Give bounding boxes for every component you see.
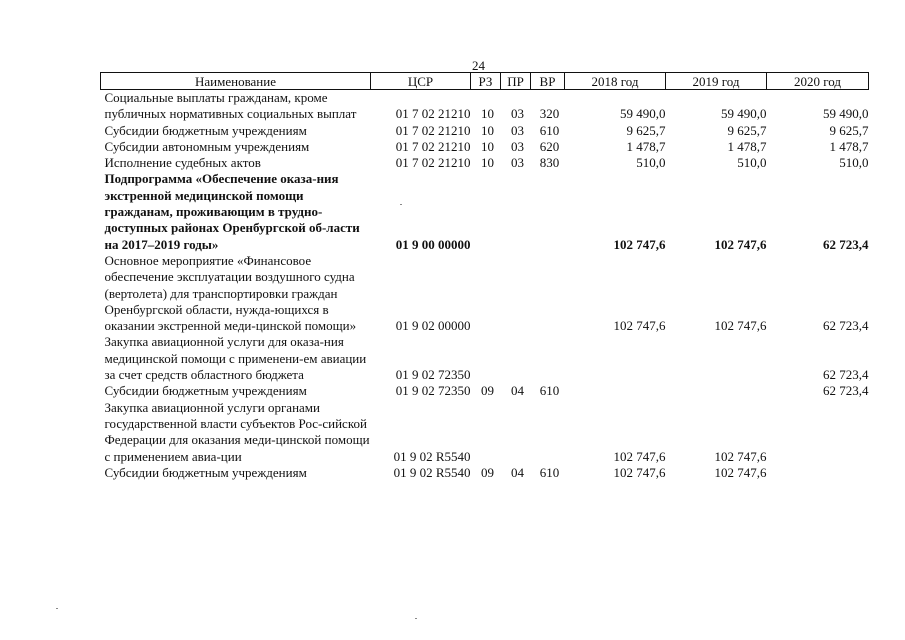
cell-rz (471, 334, 501, 383)
cell-rz (471, 171, 501, 252)
cell-csr: 01 9 02 R5540 (393, 464, 471, 480)
cell-2019: 102 747,6 (714, 236, 767, 252)
cell-vr (531, 253, 565, 334)
cell-vr: 320 (539, 106, 560, 122)
cell-2020 (767, 465, 869, 481)
header-2019: 2019 год (666, 73, 767, 90)
cell-pr: 03 (511, 155, 524, 171)
cell-pr (501, 253, 531, 334)
cell-csr: 01 7 02 21210 (395, 138, 471, 154)
header-csr: ЦСР (371, 73, 471, 90)
cell-rz (471, 253, 501, 334)
header-2020: 2020 год (767, 73, 869, 90)
cell-pr (501, 171, 531, 252)
cell-2020: 1 478,7 (829, 138, 869, 154)
cell-rz: 09 (481, 464, 494, 480)
table-row (101, 400, 869, 465)
cell-vr: 830 (539, 155, 560, 171)
cell-2019: 102 747,6 (714, 448, 767, 464)
cell-vr (531, 400, 565, 465)
scan-speck (400, 204, 402, 205)
cell-2019: 102 747,6 (714, 464, 767, 480)
cell-2018 (565, 334, 666, 383)
cell-pr (501, 334, 531, 383)
cell-name: Закупка авиационной услуги органами государственной власти субъектов Рос-сийской Федерации для оказания меди-цинской помощи с применением авиа-ции (104, 399, 370, 464)
cell-pr: 04 (511, 464, 524, 480)
page-number: 24 (472, 58, 485, 73)
cell-pr: 03 (511, 106, 524, 122)
cell-2020: 9 625,7 (829, 122, 869, 138)
cell-name: Закупка авиационной услуги для оказа-ния медицинской помощи с применени-ем авиации за счет средств областного бюджета (104, 334, 367, 383)
cell-csr: 01 9 00 00000 (395, 236, 471, 252)
cell-csr: 01 9 02 R5540 (393, 448, 471, 464)
cell-2018: 510,0 (636, 155, 666, 171)
cell-2018 (565, 383, 666, 399)
cell-vr: 610 (539, 122, 560, 138)
table-row (101, 334, 869, 383)
cell-2019 (666, 334, 767, 383)
cell-name: Исполнение судебных актов (104, 155, 261, 171)
cell-name: Социальные выплаты гражданам, кроме публичных нормативных социальных выплат (104, 90, 357, 122)
header-name: Наименование (101, 73, 371, 90)
cell-rz: 09 (481, 383, 494, 399)
cell-rz (471, 400, 501, 465)
budget-table (100, 72, 869, 481)
cell-2020 (767, 400, 869, 465)
cell-vr (531, 334, 565, 383)
scan-speck (56, 608, 58, 609)
cell-2019: 510,0 (737, 155, 767, 171)
table-row (101, 465, 869, 481)
cell-name: Подпрограмма «Обеспечение оказа-ния экстренной медицинской помощи гражданам, проживающим в трудно-доступных районах Оренбургской об-ласти на 2017–2019 годы» (104, 171, 360, 252)
header-rz: РЗ (471, 73, 501, 90)
cell-rz: 10 (481, 106, 494, 122)
cell-rz: 10 (481, 155, 494, 171)
cell-name: Основное мероприятие «Финансовое обеспечение эксплуатации воздушного судна (вертолета) для транспортировки граждан Оренбургской области, нужда-ющихся в оказании экстренной меди-цинской помощи» (104, 252, 357, 334)
cell-csr: 01 9 02 72350 (395, 383, 471, 399)
cell-2020: 62 723,4 (823, 236, 869, 252)
cell-2019: 59 490,0 (721, 106, 767, 122)
cell-name: Субсидии автономным учреждениям (104, 138, 310, 154)
table-header-row (101, 73, 869, 90)
cell-2018: 59 490,0 (620, 106, 666, 122)
table-row (101, 383, 869, 399)
cell-vr: 610 (539, 464, 560, 480)
cell-csr: 01 7 02 21210 (395, 155, 471, 171)
cell-2019: 102 747,6 (714, 318, 767, 334)
table-row (101, 90, 869, 123)
cell-2019: 9 625,7 (727, 122, 767, 138)
cell-2018: 102 747,6 (613, 318, 666, 334)
table-body (101, 90, 869, 482)
cell-2020: 62 723,4 (823, 367, 869, 383)
header-2018: 2018 год (565, 73, 666, 90)
cell-vr: 620 (539, 138, 560, 154)
cell-csr: 01 9 02 72350 (395, 367, 471, 383)
cell-rz: 10 (481, 122, 494, 138)
cell-name: Субсидии бюджетным учреждениям (104, 464, 307, 480)
cell-2020: 59 490,0 (823, 106, 869, 122)
cell-2020: 62 723,4 (823, 383, 869, 399)
cell-rz: 10 (481, 138, 494, 154)
cell-csr: 01 7 02 21210 (395, 122, 471, 138)
cell-2019 (666, 383, 767, 399)
cell-csr: 01 9 02 00000 (395, 318, 471, 334)
header-vr: ВР (531, 73, 565, 90)
cell-vr (531, 171, 565, 252)
cell-2018: 102 747,6 (613, 464, 666, 480)
table-row (101, 155, 869, 171)
cell-name: Субсидии бюджетным учреждениям (104, 383, 307, 399)
cell-name: Субсидии бюджетным учреждениям (104, 122, 307, 138)
cell-2019: 1 478,7 (727, 138, 767, 154)
cell-2018: 102 747,6 (613, 236, 666, 252)
cell-pr: 04 (511, 383, 524, 399)
cell-pr: 03 (511, 122, 524, 138)
table-row (101, 171, 869, 252)
cell-2018: 1 478,7 (626, 138, 666, 154)
scan-speck (415, 618, 417, 619)
cell-vr: 610 (539, 383, 560, 399)
cell-2018: 9 625,7 (626, 122, 666, 138)
cell-2020: 510,0 (839, 155, 869, 171)
table-row (101, 253, 869, 334)
table-row (101, 139, 869, 155)
cell-2020: 62 723,4 (823, 318, 869, 334)
cell-csr: 01 7 02 21210 (395, 106, 471, 122)
cell-pr (501, 400, 531, 465)
header-pr: ПР (501, 73, 531, 90)
cell-2018: 102 747,6 (613, 448, 666, 464)
table-row (101, 123, 869, 139)
cell-pr: 03 (511, 138, 524, 154)
